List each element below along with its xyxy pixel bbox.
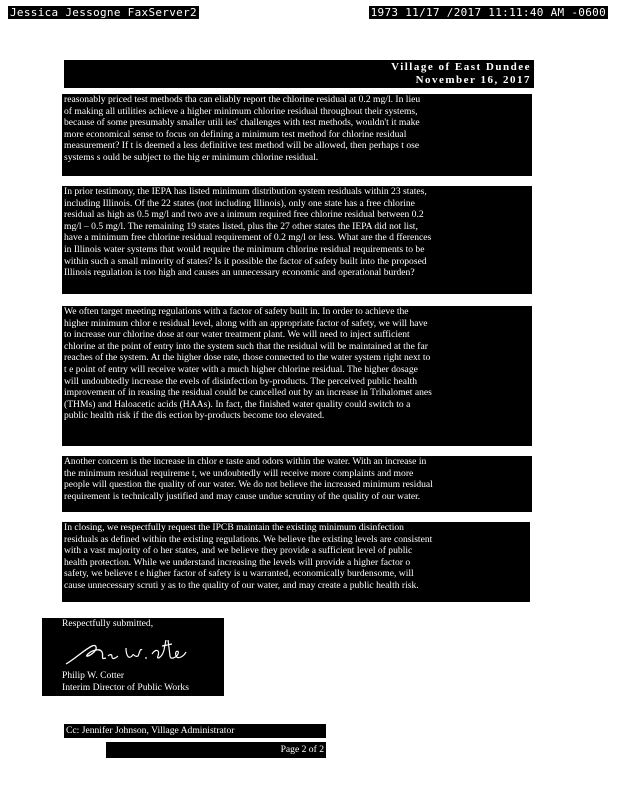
text-line: have a minimum free chlorine residual requirement of 0.2 mg/l or less. What are the d fferences [64,232,432,244]
text-line: systems s ould be subject to the hig er minimum chlorine residual. [64,151,319,163]
text-line: (THMs) and Haloacetic acids (HAAs). In fact, the finished water quality could switch to a [64,398,411,410]
fax-header [8,6,608,20]
fax-timestamp: 1973 11/17 /2017 11:11:40 AM -0600 [370,6,606,19]
closing-phrase: Respectfully submitted, [62,618,154,629]
text-line: improvement of in reasing the residual could be cancelled out by an increase in Trihalomet anes [64,387,432,399]
text-line: measurement? If t is deemed a less definitive test method will be allowed, then perhaps t ose [64,140,420,152]
signer-title: Interim Director of Public Works [62,682,189,693]
text-line: of making all utilities achieve a higher minimum chlorine residual throughout their systems, [64,105,418,117]
paragraph-test-methods [62,94,532,176]
text-line: more economical sense to focus on defining a minimum test method for chlorine residual [64,128,407,140]
text-line: public health risk if the dis ection by-products become too elevated. [64,410,325,422]
text-line: including Illinois. Of the 22 states (not including Illinois), only one state has a free chlorine [64,197,415,209]
paragraph-taste-odor-concern [62,456,532,512]
text-line: mg/l – 0.5 mg/l. The remaining 19 states listed, plus the 27 other states the IEPA did not list, [64,220,418,232]
handwritten-signature [62,630,192,670]
letterhead-date: November 16, 2017 [415,74,531,86]
text-line: chlorine at the point of entry into the system such that the residual will be maintained at the far [64,340,428,352]
text-line: with a vast majority of o her states, and we believe they provide a sufficient level of public [64,545,413,557]
text-line: We often target meeting regulations with a factor of safety built in. In order to achieve the [64,306,409,317]
text-line: to increase our chlorine dose at our water treatment plant. We will need to inject sufficient [64,329,410,341]
text-line: In prior testimony, the IEPA has listed minimum distribution system residuals within 23 states, [64,186,427,197]
text-line: because of some presumably smaller utili ies' challenges with test methods, wouldn't it make [64,117,420,129]
paragraph-closing [62,522,530,602]
text-line: health protection. While we understand increasing the levels will provide a higher factor o [64,556,411,568]
fax-sender: Jessica Jessogne FaxServer2 [10,6,197,19]
paragraph-prior-testimony [62,186,532,294]
cc-line: Cc: Jennifer Johnson, Village Administrator [64,724,326,738]
text-line: reaches of the system. At the higher dose rate, those connected to the water system right next to [64,352,431,364]
text-line: within such a small minority of states? Is it possible the factor of safety built into the proposed [64,255,427,267]
page-number: Page 2 of 2 [106,742,326,758]
text-line: safety, we believe t e higher factor of safety is u warranted, economically burdensome, will [64,568,414,580]
signature-block [42,618,224,696]
text-line: Illinois regulation is too high and causes an unnecessary economic and operational burden? [64,267,415,279]
text-line: in Illinois water systems that would require the minimum chlorine residual requirements to be [64,243,425,255]
text-line: cause unnecessary scruti y as to the quality of our water, and may create a public health risk. [64,579,419,591]
text-line: Another concern is the increase in chlor e taste and odors within the water. With an increase in [64,456,427,467]
text-line: people will question the quality of our water. We do not believe the increased minimum residual [64,479,433,491]
text-line: t e point of entry will receive water with a much higher chlorine residual. The higher dosage [64,363,418,375]
text-line: the minimum residual requireme t, we undoubtedly will receive more complaints and more [64,467,414,479]
text-line: will undoubtedly increase the evels of disinfection by-products. The perceived public health [64,375,418,387]
text-line: residuals as defined within the existing regulations. We believe the existing levels are consistent [64,533,433,545]
text-line: requirement is technically justified and may cause undue scrutiny of the quality of our water. [64,490,421,502]
letterhead-organization: Village of East Dundee [391,61,531,73]
text-line: higher minimum chlor e residual level, along with an appropriate factor of safety, we will have [64,317,428,329]
text-line: In closing, we respectfully request the IPCB maintain the existing minimum disinfection [64,522,404,533]
letterhead [64,60,534,88]
signer-name: Philip W. Cotter [62,670,125,681]
text-line: residual as high as 0.5 mg/l and two ave a inimum required free chlorine residual between 0.2 [64,209,424,221]
paragraph-factor-of-safety [62,306,532,446]
text-line: reasonably priced test methods tha can eliably report the chlorine residual at 0.2 mg/l. In lieu [64,94,421,105]
